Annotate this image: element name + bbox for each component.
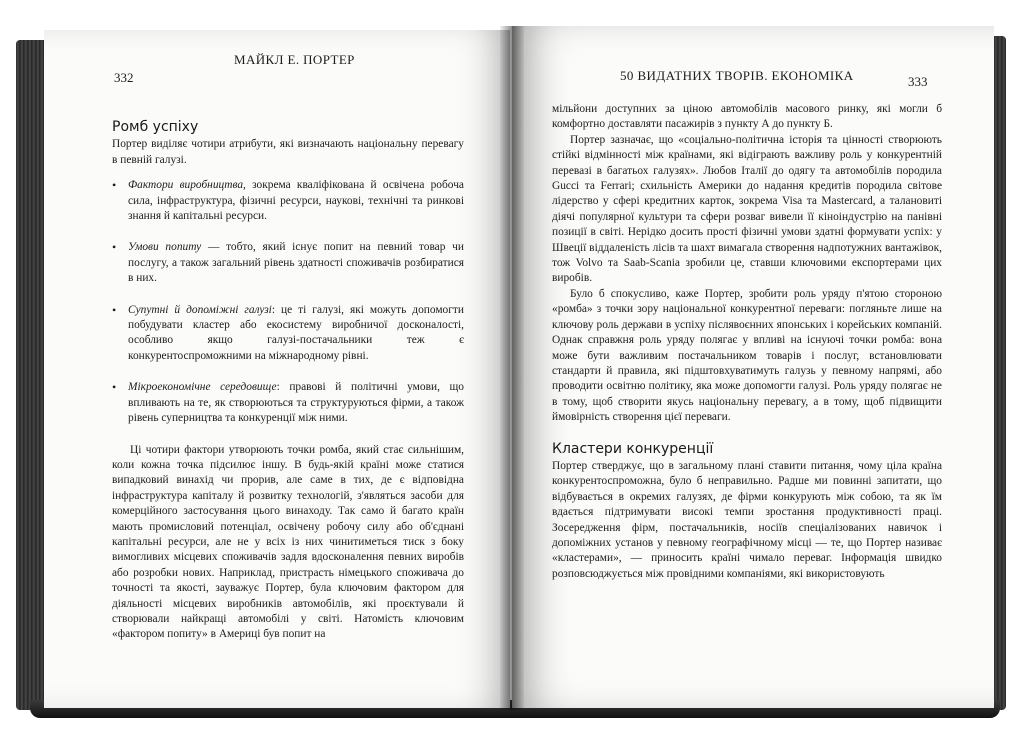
running-head: МАЙКЛ Е. ПОРТЕР [234, 52, 355, 67]
term: Умови попиту [128, 241, 202, 254]
list-item [112, 303, 464, 365]
section-heading: Кластери конкуренції [552, 440, 714, 457]
description: , зокрема кваліфікована й освічена робоча сила, інфраструктура, фізичні ресурси, наукові, технічні та ринкові знання й капітальні ресурси. [128, 179, 464, 223]
list-item [112, 380, 464, 426]
intro-paragraph: Портер виділяє чотири атрибути, які визначають національну перевагу в певній галузі. [112, 138, 464, 166]
running-head: 50 ВИДАТНИХ ТВОРІВ. ЕКОНОМІКА [620, 68, 854, 83]
section-heading: Ромб успіху [112, 119, 199, 135]
page-stack-left [16, 40, 46, 710]
list-item [112, 240, 464, 286]
body-paragraph: Портер стверджує, що в загальному плані ставити питання, чому ціла країна конкурентоспроможна, було б неправильно. Радше ми повинні запитати, що відбувається в окремих галузях, де фірми конкурують між собою, та як їм вдається підтримувати високі темпи зростання продуктивності праці. Зосередження фірм, постачальників, носіїв спеціалізованих навичок і допоміжних установ у певному географічному місці — те, що Портер називає «кластерами», — приносить країні чимало переваг. Інформація швидко розповсюджується між провідними компаніями, які використовують [552, 459, 942, 580]
page-number: 333 [908, 74, 928, 89]
description: : це ті галузі, які можуть допомогти побудувати кластер або екосистему виробничої досконалості, особливо якщо галузі-постачальники теж є конкурентоспроможними на міжнародному рівні. [128, 303, 464, 362]
page-content [112, 120, 464, 643]
term: Супутні й допоміжні галузі [128, 303, 272, 316]
body-paragraph: Портер зазначає, що «соціально-політична історія та цінності створюють стійкі відмінності між країнами, які відіграють важливу роль у конкурентній перевазі в багатьох галузях». Любов Італії до одягу та автомобілів породила Gucci та Ferrari; схильність Америки до надання кредитів породила світове лідерство у сфері кредитних карток, зокрема Visa та Mastercard, а талановиті діячі популярної культури та сфери розваг вивели її кіноіндустрію на панівні позиції в світі. Нерідко досить прості фізичні умови здатні формувати успіх: у Швеції віддаленість лісів та шахт вимагала створення надпотужних вантажівок, тож Volvo та Saab-Scania зробили це, ставши ключовими експортерами цих виробів. [552, 133, 942, 285]
body-paragraph: Було б спокусливо, каже Портер, зробити роль уряду п'ятою стороною «ромба» з точки зору національної конкурентної переваги: погляньте лише на ключову роль держави в успіху післявоєнних японських і корейських компаній. Однак справжня роль уряду полягає у впливі на існуючі точки ромба: вона може бути важливим постачальником товарів і послуг, встановлювати стандарти й правила, які підштовхуватимуть галузь у певному напрямі, або проводити освітню політику, яка може допомогти галузі. Роль уряду полягає не в тому, щоб створити якусь національну перевагу, а в тому, щоб підвищити ймовірність створення цієї переваги. [552, 287, 942, 424]
term: Мікроекономічне середовище [128, 381, 277, 394]
body-paragraph: мільйони доступних за ціною автомобілів масового ринку, які могли б комфортно доставляти пасажирів з пункту А до пункту Б. [552, 103, 942, 131]
page-number: 332 [114, 70, 134, 85]
attributes-list [112, 178, 464, 426]
description: : правові й політичні умови, що впливають на те, як створюються та структуруються фірми, а також рівень суперництва та конкуренції між ними. [128, 381, 464, 425]
list-item [112, 178, 464, 224]
right-page [512, 26, 994, 708]
page-content [552, 102, 942, 582]
body-paragraph: Ці чотири фактори утворюють точки ромба, який стає сильнішим, коли кожна точка підсилює іншу. В будь-якій країні може статися випадковий винахід чи прорив, але саме в тих, де є відповідна інфраструктура капіталу й розвитку технологій, з'являться засоби для комерційного застосування цього винаходу. Так само й багато країн мають промисловий потенціал, освічену робочу силу або об'єднані капітальні ресурси, але не у всіх із них чинитиметься тиск з боку вимогливих місцевих споживачів задля вдосконалення певних виробів або розробки нових. Наприклад, пристрасть німецького споживача до точності та якості, зауважує Портер, була ключовим фактором для діяльності місцевих виробників автомобілів, які проєктували й створювали найкращі автомобілі у світі. Натомість ключовим «фактором попиту» в Америці був попит на [112, 443, 464, 641]
description: — тобто, який існує попит на певний товар чи послугу, а також загальний рівень здатності споживачів розбиратися в них. [128, 241, 464, 285]
left-page [44, 30, 510, 708]
book-gutter [500, 26, 524, 710]
term: Фактори виробництва [128, 179, 244, 192]
